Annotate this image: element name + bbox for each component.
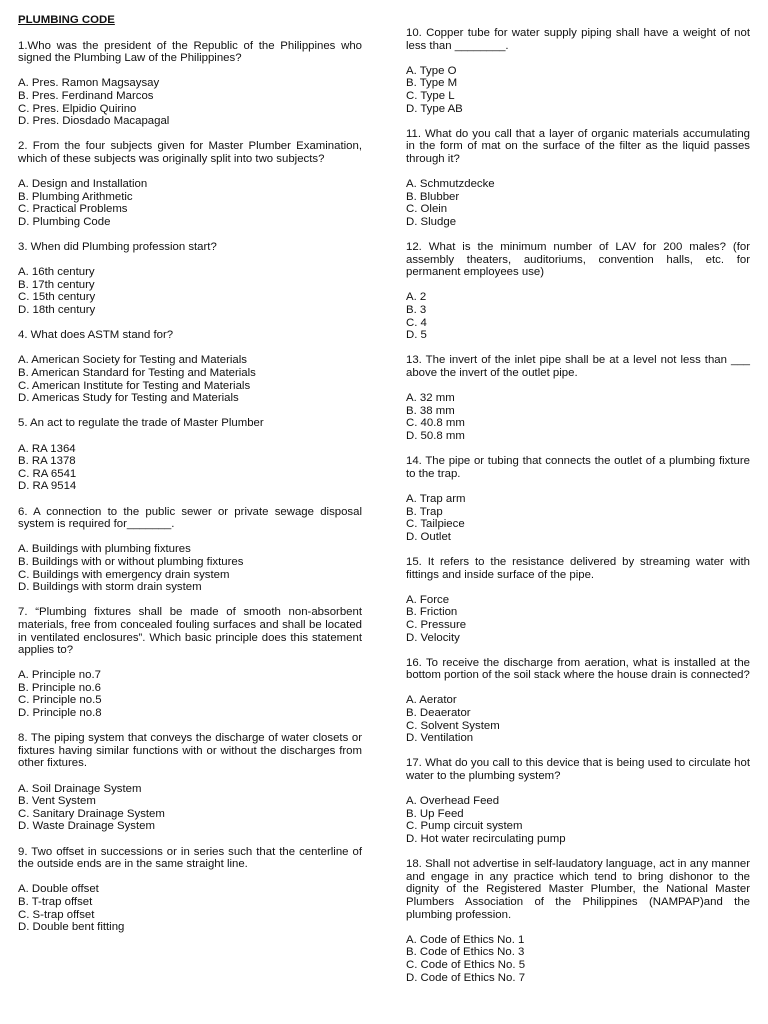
answer-choice: D. Principle no.8 bbox=[18, 707, 102, 720]
answer-choice: D. Double bent fitting bbox=[18, 921, 125, 934]
question-block bbox=[18, 417, 362, 493]
choice-list bbox=[406, 291, 750, 341]
choice-list bbox=[18, 883, 362, 933]
question-text: 10. Copper tube for water supply piping shall have a weight of not less than ________. bbox=[406, 27, 750, 52]
question-text: 5. An act to regulate the trade of Master Plumber bbox=[18, 417, 264, 430]
answer-choice: A. Design and Installation bbox=[18, 178, 148, 191]
choice-list bbox=[406, 795, 750, 845]
question-text: 18. Shall not advertise in self-laudatory language, act in any manner and engage in any practice which tend to bring dishonor to the dignity of the Registered Master Plumber, the National Master Plumbers Association of the Philippines (NAMPAP)and the plumbing profession. bbox=[406, 858, 750, 921]
question-block bbox=[406, 455, 750, 543]
answer-choice: C. Type L bbox=[406, 89, 455, 102]
question-text: 16. To receive the discharge from aeration, what is installed at the bottom portion of the soil stack where the house drain is connected? bbox=[406, 656, 750, 682]
answer-choice: C. 40.8 mm bbox=[406, 417, 465, 430]
question-text: 11. What do you call that a layer of organic materials accumulating in the form of mat on the surface of the filter as the liquid passes through it? bbox=[406, 127, 750, 165]
choice-list bbox=[406, 934, 750, 984]
question-block bbox=[18, 732, 362, 833]
choice-list bbox=[18, 354, 362, 404]
answer-choice: A. Type O bbox=[406, 64, 457, 77]
answer-choice: B. Plumbing Arithmetic bbox=[18, 190, 133, 203]
answer-choice: C. Olein bbox=[406, 203, 448, 216]
answer-choice: C. Pump circuit system bbox=[406, 820, 523, 833]
question-block bbox=[18, 506, 362, 594]
answer-choice: A. American Society for Testing and Materials bbox=[18, 354, 247, 367]
answer-choice: C. Tailpiece bbox=[406, 518, 465, 531]
answer-choice: A. Force bbox=[406, 593, 450, 606]
answer-choice: D. Code of Ethics No. 7 bbox=[406, 971, 526, 984]
choice-list bbox=[18, 543, 362, 593]
answer-choice: A. Schmutzdecke bbox=[406, 178, 495, 191]
question-block bbox=[406, 757, 750, 845]
answer-choice: B. American Standard for Testing and Materials bbox=[18, 367, 256, 380]
answer-choice: B. Type M bbox=[406, 77, 458, 90]
left-question-list bbox=[18, 40, 362, 934]
question-block bbox=[406, 128, 750, 229]
question-text: 9. Two offset in successions or in series such that the centerline of the outside ends are in the same straight line. bbox=[18, 845, 362, 871]
answer-choice: D. Americas Study for Testing and Materials bbox=[18, 392, 239, 405]
answer-choice: B. Principle no.6 bbox=[18, 681, 101, 694]
answer-choice: C. 4 bbox=[406, 316, 427, 329]
answer-choice: A. RA 1364 bbox=[18, 442, 76, 455]
choice-list bbox=[406, 594, 750, 644]
answer-choice: D. Hot water recirculating pump bbox=[406, 833, 566, 845]
choice-list bbox=[406, 65, 750, 115]
choice-list bbox=[18, 266, 362, 316]
answer-choice: A. Overhead Feed bbox=[406, 795, 500, 808]
question-text: 2. From the four subjects given for Master Plumber Examination, which of these subjects was originally split into two subjects? bbox=[18, 140, 362, 165]
question-text: 7. “Plumbing fixtures shall be made of smooth non-absorbent materials, free from concealed fouling surfaces and shall be located in ventilated enclosures”. Which basic principle does this statement applies to? bbox=[18, 606, 362, 657]
document-title: PLUMBING CODE bbox=[18, 14, 115, 26]
answer-choice: A. Buildings with plumbing fixtures bbox=[18, 543, 191, 556]
answer-choice: B. Deaerator bbox=[406, 707, 471, 720]
choice-list bbox=[18, 178, 362, 228]
answer-choice: C. Code of Ethics No. 5 bbox=[406, 958, 526, 971]
question-text: 13. The invert of the inlet pipe shall be at a level not less than ___ above the invert of the outlet pipe. bbox=[406, 354, 750, 380]
answer-choice: B. Vent System bbox=[18, 795, 96, 808]
choice-list bbox=[406, 392, 750, 442]
answer-choice: D. RA 9514 bbox=[18, 480, 77, 493]
question-block bbox=[18, 140, 362, 228]
question-block bbox=[406, 27, 750, 115]
left-column bbox=[18, 14, 362, 946]
answer-choice: C. 15th century bbox=[18, 291, 96, 304]
answer-choice: D. Outlet bbox=[406, 530, 451, 543]
question-block bbox=[406, 354, 750, 442]
question-text: 12. What is the minimum number of LAV for 200 males? (for assembly theaters, auditoriums, convention halls, etc. for permanent employees use) bbox=[406, 241, 750, 279]
answer-choice: A. 16th century bbox=[18, 266, 95, 279]
question-block bbox=[406, 858, 750, 984]
answer-choice: B. 3 bbox=[406, 304, 427, 317]
question-block bbox=[406, 657, 750, 745]
right-column bbox=[406, 27, 750, 997]
answer-choice: A. 2 bbox=[406, 291, 427, 304]
answer-choice: C. Pressure bbox=[406, 618, 467, 631]
question-text: 6. A connection to the public sewer or private sewage disposal system is required for_______. bbox=[18, 505, 362, 531]
answer-choice: C. S-trap offset bbox=[18, 908, 95, 921]
answer-choice: C. Practical Problems bbox=[18, 203, 128, 216]
answer-choice: D. 18th century bbox=[18, 304, 96, 317]
answer-choice: D. Sludge bbox=[406, 215, 457, 228]
answer-choice: A. Principle no.7 bbox=[18, 669, 101, 682]
answer-choice: D. Pres. Diosdado Macapagal bbox=[18, 115, 170, 128]
answer-choice: D. Plumbing Code bbox=[18, 215, 111, 228]
question-block bbox=[18, 606, 362, 719]
answer-choice: D. Buildings with storm drain system bbox=[18, 581, 202, 594]
question-text: 14. The pipe or tubing that connects the outlet of a plumbing fixture to the trap. bbox=[406, 455, 750, 480]
choice-list bbox=[406, 694, 750, 744]
question-block bbox=[18, 329, 362, 405]
question-block bbox=[18, 846, 362, 934]
choice-list bbox=[18, 443, 362, 493]
answer-choice: B. Code of Ethics No. 3 bbox=[406, 946, 525, 959]
answer-choice: D. 5 bbox=[406, 329, 427, 342]
answer-choice: B. RA 1378 bbox=[18, 455, 76, 468]
answer-choice: D. Type AB bbox=[406, 102, 463, 115]
answer-choice: B. 38 mm bbox=[406, 404, 455, 417]
answer-choice: D. 50.8 mm bbox=[406, 430, 465, 442]
right-question-list bbox=[406, 27, 750, 984]
answer-choice: A. Aerator bbox=[406, 694, 457, 707]
question-text: 4. What does ASTM stand for? bbox=[18, 329, 174, 342]
answer-choice: C. Solvent System bbox=[406, 719, 500, 732]
answer-choice: B. Pres. Ferdinand Marcos bbox=[18, 89, 154, 102]
answer-choice: A. Trap arm bbox=[406, 492, 466, 505]
answer-choice: C. Pres. Elpidio Quirino bbox=[18, 102, 137, 115]
answer-choice: A. 32 mm bbox=[406, 392, 455, 405]
question-text: 1.Who was the president of the Republic of the Philippines who signed the Plumbing Law of the Philippines? bbox=[18, 39, 362, 65]
choice-list bbox=[406, 493, 750, 543]
answer-choice: D. Waste Drainage System bbox=[18, 820, 155, 833]
question-text: 3. When did Plumbing profession start? bbox=[18, 241, 217, 254]
answer-choice: B. Buildings with or without plumbing fixtures bbox=[18, 555, 244, 568]
answer-choice: A. Code of Ethics No. 1 bbox=[406, 933, 525, 946]
answer-choice: B. 17th century bbox=[18, 278, 95, 291]
choice-list bbox=[18, 783, 362, 833]
question-block bbox=[406, 556, 750, 644]
question-block bbox=[18, 40, 362, 128]
answer-choice: C. American Institute for Testing and Materials bbox=[18, 379, 251, 392]
question-text: 8. The piping system that conveys the discharge of water closets or fixtures having similar functions with or without the discharges from other fixtures. bbox=[18, 732, 362, 770]
answer-choice: C. Buildings with emergency drain system bbox=[18, 568, 230, 581]
answer-choice: A. Soil Drainage System bbox=[18, 782, 142, 795]
answer-choice: B. Up Feed bbox=[406, 807, 464, 820]
choice-list bbox=[18, 669, 362, 719]
question-block bbox=[406, 241, 750, 342]
answer-choice: C. Sanitary Drainage System bbox=[18, 807, 165, 820]
answer-choice: D. Velocity bbox=[406, 631, 460, 644]
question-text: 15. It refers to the resistance delivered by streaming water with fittings and inside surface of the pipe. bbox=[406, 555, 750, 581]
answer-choice: B. Trap bbox=[406, 505, 443, 518]
choice-list bbox=[406, 178, 750, 228]
question-text: 17. What do you call to this device that is being used to circulate hot water to the plumbing system? bbox=[406, 757, 750, 783]
answer-choice: B. Friction bbox=[406, 606, 458, 619]
answer-choice: C. RA 6541 bbox=[18, 467, 77, 480]
answer-choice: A. Pres. Ramon Magsaysay bbox=[18, 77, 160, 90]
question-block bbox=[18, 241, 362, 317]
choice-list bbox=[18, 77, 362, 127]
answer-choice: B. Blubber bbox=[406, 190, 460, 203]
answer-choice: C. Principle no.5 bbox=[18, 694, 102, 707]
answer-choice: A. Double offset bbox=[18, 883, 99, 896]
answer-choice: B. T-trap offset bbox=[18, 895, 93, 908]
answer-choice: D. Ventilation bbox=[406, 732, 474, 745]
